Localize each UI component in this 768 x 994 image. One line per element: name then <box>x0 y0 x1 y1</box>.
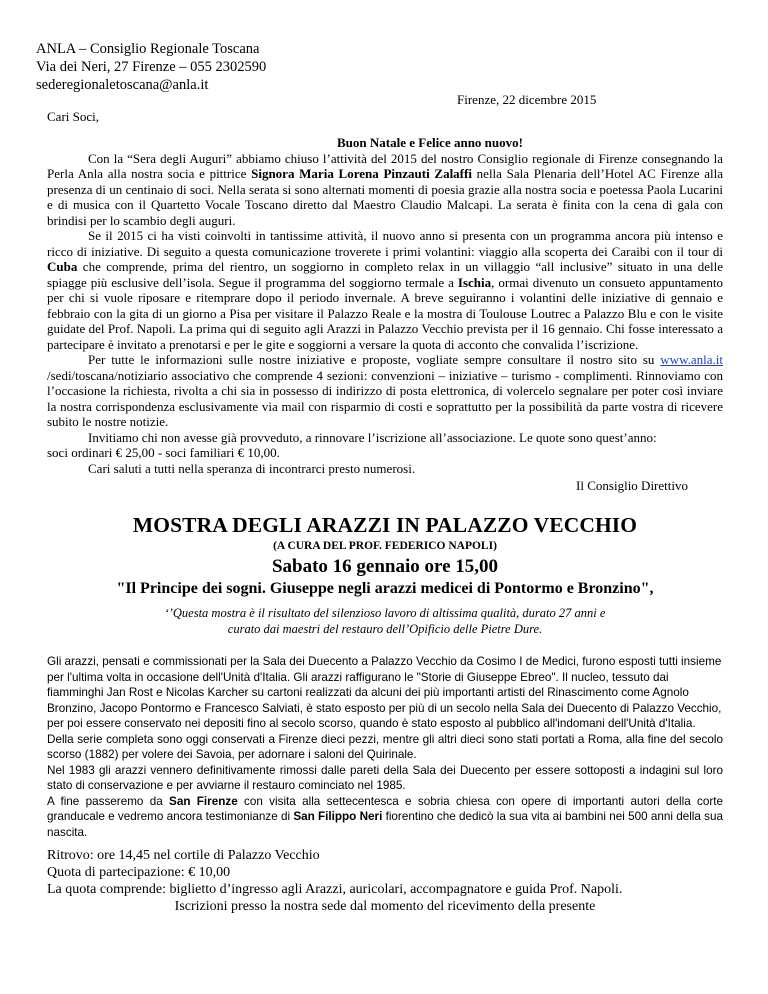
event-title: MOSTRA DEGLI ARAZZI IN PALAZZO VECCHIO <box>132 513 638 537</box>
event-paragraph-2: Della serie completa sono oggi conservati a Firenze dieci pezzi, mentre gli altri dieci sono stati portati a Roma, alla fine del secolo scorso (1882) per volere dei Savoia, per adornare i saloni del Quirinale. <box>47 732 723 761</box>
sender-email: sederegionaletoscana@anla.it <box>36 77 209 93</box>
anla-website-link[interactable]: www.anla.it <box>660 352 723 367</box>
letter-paragraph-1: Con la “Sera degli Auguri” abbiamo chiuso l’attività del 2015 del nostro Consiglio regionale di Firenze consegnando la Perla Anla alla nostra socia e pittrice Signora Maria Lorena Pinzauti Zalaffi nella Sala Plenaria dell’Hotel AC Firenze alla presenza di un centinaio di soci. Nella serata si sono alternati momenti di poesia grazie alla nostra socia e poetessa Paola Lucarini e di musica con il Quartetto Vocale Toscano diretto dal Maestro Claudio Malcapi. La serata è finita con la cena di gala con brindisi per lo scambio degli auguri. <box>47 150 723 228</box>
event-paragraph-4: A fine passeremo da San Firenze con visita alla settecentesca e sobria chiesa con opere di importanti autori della corte granducale e vedremo ancora testimonianze di San Filippo Neri fiorentino che dedicò la sua vita ai bambini nei 500 anni della sua nascita. <box>47 794 723 839</box>
event-quote: ‘’Questa mostra è il risultato del silenzioso lavoro di altissima qualità, durato 27 anni e curato dai maestri del restauro dell’Opificio delle Pietre Dure. <box>164 606 606 636</box>
event-paragraph-1: Gli arazzi, pensati e commissionati per la Sala dei Duecento a Palazzo Vecchio da Cosimo I de Medici, furono esposti tutti insieme per l'ultima volta in occasione dell'Unità d'Italia. Gli arazzi raffigurano le "Storie di Giuseppe Ebreo". Il nucleo, tessuto dai fiamminghi Jan Rost e Nicolas Karcher su cartoni realizzati da alcuni dei più importanti artisti del Rinascimento come Agnolo Bronzino, Jacopo Pontormo e Francesco Salviati, è stato esposto per più di un secolo nella Sala dei Duecento di Palazzo Vecchio, per poi essere conservato nei depositi fino al secolo scorso, quando è stato esposto al pubblico all'indomani dell'Unità d'Italia. <box>47 655 722 730</box>
san-firenze-highlight: San Firenze <box>169 794 238 808</box>
letter-closing: Cari saluti a tutti nella speranza di incontrarci presto numerosi. <box>88 460 416 476</box>
greeting-heading: Buon Natale e Felice anno nuovo! <box>337 135 523 150</box>
event-subtitle: "Il Principe dei sogni. Giuseppe negli arazzi medicei di Pontormo e Bronzino", <box>116 580 654 597</box>
ischia-highlight: Ischia <box>457 274 492 290</box>
letter-body <box>47 135 723 494</box>
sender-organization: ANLA – Consiglio Regionale Toscana <box>36 41 260 57</box>
signature: Il Consiglio Direttivo <box>576 478 688 493</box>
letter-paragraph-2: Se il 2015 ci ha visti coinvolti in tantissime attività, il nuovo anno si presenta con un programma ancora più intenso e ricco di iniziative. Di seguito a questa comunicazione troverete i primi volantini: viaggio alla scoperta dei Caraibi con il tour di Cuba che comprende, prima del rientro, un soggiorno in completo relax in un villaggio “all inclusive” situato in una delle spiagge più esclusive dell’isola. Segue il programma del soggiorno termale a Ischia, ormai divenuto un consueto appuntamento per chi si vuole riposare e ritemprare dopo il periodo invernale. A breve seguiranno i volantini delle iniziative di gennaio e febbraio con la gita di un giorno a Pisa per visitare il Palazzo Reale e la mostra di Toulouse Loutrec a Palazzo Blu e con le visite guidate del Prof. Napoli. La prima qui di seguito agli Arazzi in Palazzo Vecchio prevista per il 16 gennaio. Chi fosse interessato a partecipare è invitato a prenotarsi e per le gite e soggiorni a versare la quota di acconto che convalida l’iscrizione. <box>47 228 723 352</box>
event-logistics <box>47 847 723 915</box>
sender-block <box>36 40 266 94</box>
honoree-name: Signora Maria Lorena Pinzauti Zalaffi <box>251 166 472 181</box>
letter-paragraph-4: Invitiamo chi non avesse già provveduto, a rinnovare l’iscrizione all’associazione. Le quote sono quest’anno: <box>88 429 657 445</box>
event-date: Sabato 16 gennaio ore 15,00 <box>271 556 499 577</box>
sender-address: Via dei Neri, 27 Firenze – 055 2302590 <box>36 59 267 75</box>
event-description <box>47 654 723 840</box>
registration-info: Iscrizioni presso la nostra sede dal momento del ricevimento della presente <box>174 899 596 914</box>
letter-paragraph-3: Per tutte le informazioni sulle nostre iniziative e proposte, vogliate sempre consultare il nostro sito su www.anla.it /sedi/toscana/notiziario associativo che comprende 4 sezioni: convenzioni – iniziative – turismo - complimenti. Rinnoviamo con l’occasione la richiesta, rivolta a chi sia in possesso di indirizzo di posta elettronica, di volercelo segnalare per poter così inviare la nostra corrispondenza esclusivamente via mail con risparmio di costi e soprattutto per la possibilità da parte vostra di ricevere subito le nostre notizie. <box>47 352 723 429</box>
event-paragraph-3: Nel 1983 gli arazzi vennero definitivamente rimossi dalle pareti della Sala dei Duecento per essere sottoposti a indagini sul loro stato di conservazione e per avviarne il restauro cominciato nel 1985. <box>47 763 723 792</box>
salutation: Cari Soci, <box>47 109 99 124</box>
san-filippo-neri-highlight: San Filippo Neri <box>293 810 383 823</box>
letter-date: Firenze, 22 dicembre 2015 <box>457 92 597 107</box>
event-curator: (A CURA DEL PROF. FEDERICO NAPOLI) <box>273 540 497 552</box>
cuba-highlight: Cuba <box>47 259 78 274</box>
fee-includes: La quota comprende: biglietto d’ingresso agli Arazzi, auricolari, accompagnatore e guida Prof. Napoli. <box>47 882 623 897</box>
membership-fees: soci ordinari € 25,00 - soci familiari € 10,00. <box>47 445 280 460</box>
participation-fee: Quota di partecipazione: € 10,00 <box>47 865 231 880</box>
event-section <box>47 513 723 915</box>
meeting-point: Ritrovo: ore 14,45 nel cortile di Palazzo Vecchio <box>47 848 320 863</box>
